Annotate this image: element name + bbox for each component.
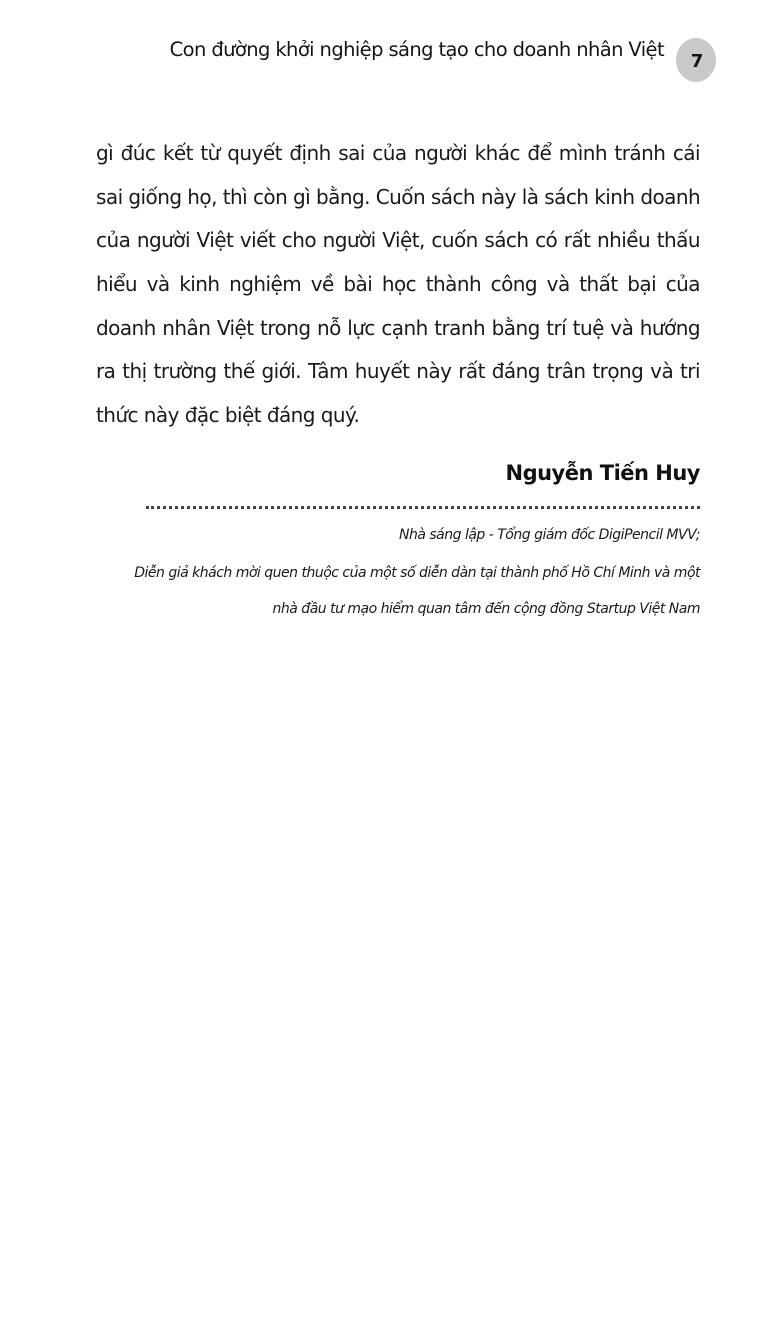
body-line: thức này đặc biệt đáng quý.	[96, 403, 360, 428]
author-credential: nhà đầu tư mạo hiểm quan tâm đến cộng đồng Startup Việt Nam	[272, 601, 700, 617]
body-line: sai giống họ, thì còn gì bằng. Cuốn sách này là sách kinh doanh	[96, 184, 701, 209]
running-header-title: Con đường khởi nghiệp sáng tạo cho doanh nhân Việt	[169, 38, 664, 61]
body-paragraph	[96, 132, 700, 438]
author-name: Nguyễn Tiến Huy	[505, 461, 700, 485]
page-number: 7	[690, 50, 704, 72]
body-line: của người Việt viết cho người Việt, cuốn sách có rất nhiều thấu	[96, 228, 700, 253]
page-number-badge	[676, 38, 716, 82]
author-credential: Diễn giả khách mời quen thuộc của một số diễn dàn tại thành phố Hồ Chí Minh và một	[134, 565, 700, 581]
body-line: hiểu và kinh nghiệm về bài học thành công và thất bại của	[96, 272, 700, 297]
body-line: ra thị trường thế giới. Tâm huyết này rất đáng trân trọng và tri	[96, 359, 700, 384]
body-line: gì đúc kết từ quyết định sai của người khác để mình tránh cái	[96, 141, 700, 165]
dotted-divider	[146, 506, 700, 509]
body-line: doanh nhân Việt trong nỗ lực cạnh tranh bằng trí tuệ và hướng	[96, 315, 700, 340]
author-credential: Nhà sáng lập - Tổng giám đốc DigiPencil MVV;	[398, 527, 700, 543]
